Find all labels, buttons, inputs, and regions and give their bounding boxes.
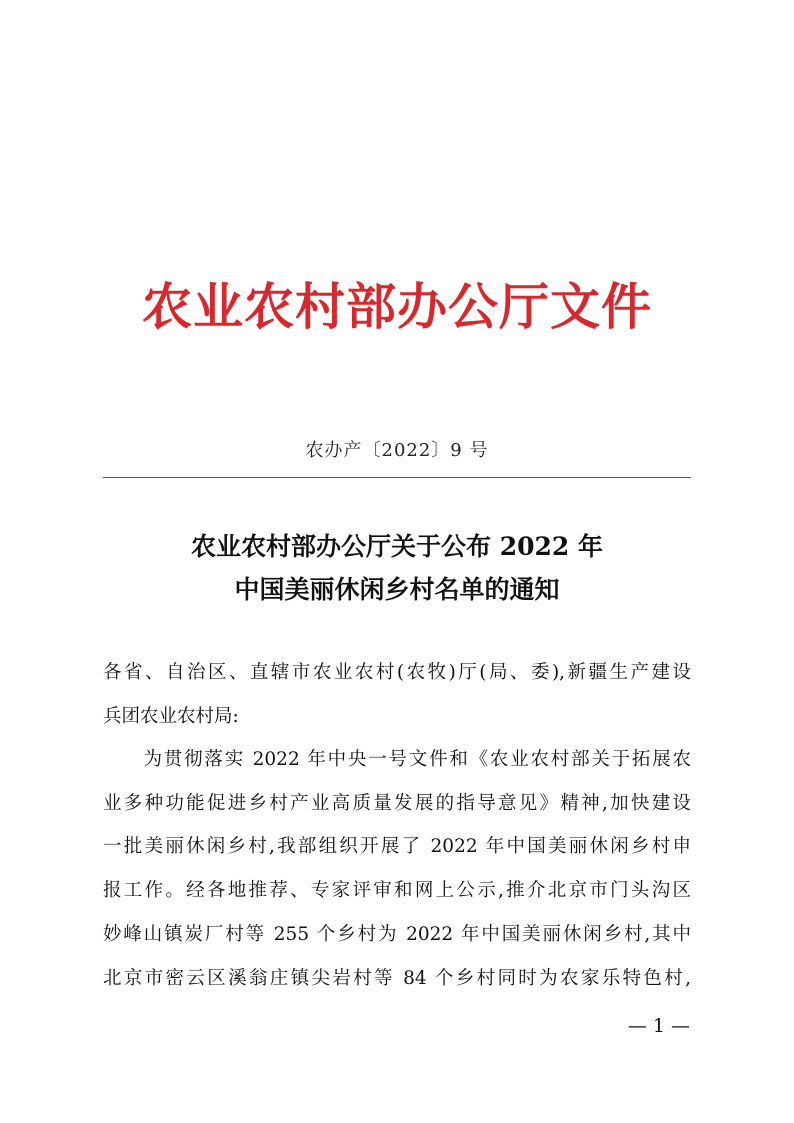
notice-title-line-1: 农业农村部办公厅关于公布 2022 年 bbox=[191, 532, 603, 561]
notice-title-line-2: 中国美丽休闲乡村名单的通知 bbox=[234, 575, 560, 604]
body-line-5: 一批美丽休闲乡村,我部组织开展了 2022 年中国美丽休闲乡村申 bbox=[103, 836, 691, 857]
body-line-6: 报工作。经各地推荐、专家评审和网上公示,推介北京市门头沟区 bbox=[103, 880, 691, 901]
notice-title bbox=[0, 525, 794, 611]
body-line-2: 兵团农业农村局: bbox=[103, 706, 239, 727]
page-number: — 1 — bbox=[627, 1015, 690, 1037]
masthead-title: 农业农村部办公厅文件 bbox=[142, 277, 652, 336]
red-divider-line bbox=[103, 477, 691, 478]
document-number: 农办产〔2022〕9 号 bbox=[305, 440, 489, 461]
body-line-1: 各省、自治区、直辖市农业农村(农牧)厅(局、委),新疆生产建设 bbox=[103, 662, 691, 683]
body-line-8: 北京市密云区溪翁庄镇尖岩村等 84 个乡村同时为农家乐特色村, bbox=[103, 968, 691, 989]
body-line-7: 妙峰山镇炭厂村等 255 个乡村为 2022 年中国美丽休闲乡村,其中 bbox=[103, 924, 691, 945]
body-line-3: 为贯彻落实 2022 年中央一号文件和《农业农村部关于拓展农 bbox=[103, 749, 691, 770]
body-line-4: 业多种功能促进乡村产业高质量发展的指导意见》精神,加快建设 bbox=[103, 793, 691, 814]
